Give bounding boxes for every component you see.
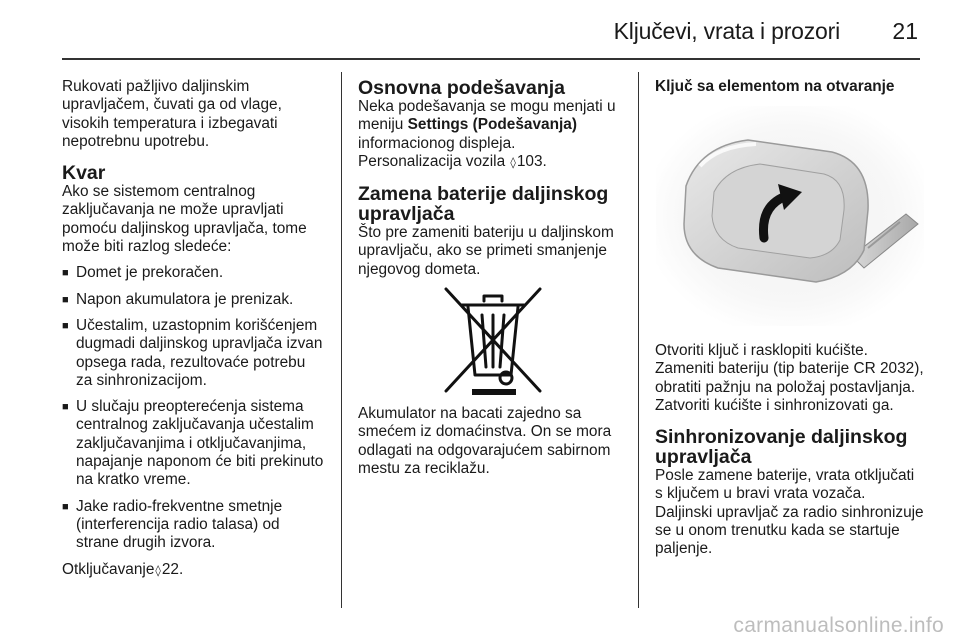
header-rule: [62, 58, 920, 60]
key-figure: [655, 106, 925, 326]
settings-heading: Osnovna podešavanja: [358, 77, 565, 99]
intro-paragraph: Rukovati pažljivo daljinskim upravljačem, čuvati ga od vlage, visokih temperatura i izbegavati nepotrebnu upotrebu.: [62, 78, 282, 150]
key-heading: Ključ sa elementom na otvaranje: [655, 78, 895, 95]
watermark: carmanualsonline.info: [733, 614, 944, 637]
folding-key-illustration: [656, 106, 924, 326]
unlock-ref-page: 22.: [161, 560, 184, 578]
personalization-reference[interactable]: [358, 153, 628, 172]
battery-paragraph: Što pre zameniti bateriju u daljinskom upravljaču, ako se primeti smanjenje njegovog dometa.: [358, 224, 614, 278]
recycle-paragraph: Akumulator na bacati zajedno sa smećem iz domaćinstva. On se mora odlagati na odgovarajućem sabirnom mestu za reciklažu.: [358, 405, 612, 477]
unlock-ref-text: Otključavanje: [62, 560, 155, 578]
column-3: [655, 78, 925, 559]
list-item: ■ Jake radio-frekventne smetnje (interferencija radio talasa) od strane drugih izvora.: [62, 498, 324, 553]
crossed-bin-icon: [418, 285, 568, 397]
fault-list: [62, 264, 324, 552]
list-item: ■ U slučaju preopterećenja sistema centralnog zaključavanja učestalim zaključavanjima i otključavanjima, napajanje naponom će biti prekinuto na kratko vreme.: [62, 398, 324, 489]
page-header: [62, 14, 920, 60]
column-1: [62, 78, 324, 580]
list-item: ■ Domet je prekoračen.: [62, 264, 324, 282]
key-paragraph: Otvoriti ključ i rasklopiti kućište. Zameniti bateriju (tip baterije CR 2032), obratiti pažnju na položaj postavljanja. Zatvoriti kućište i sinhronizovati ga.: [655, 342, 924, 414]
fault-heading: Kvar: [62, 162, 106, 185]
page-number: 21: [892, 18, 918, 44]
sync-heading: Sinhronizovanje daljinskog upravljača: [655, 426, 908, 469]
personalization-ref-page: 103.: [516, 152, 547, 170]
settings-text-end: informacionog displeja.: [358, 134, 516, 152]
unlock-reference[interactable]: [62, 561, 324, 580]
recycling-figure: [358, 285, 628, 397]
column-divider-1: [341, 72, 342, 608]
personalization-ref-text: Personalizacija vozila: [358, 152, 506, 170]
settings-text: Neka podešavanja se mogu menjati u meniju: [358, 98, 616, 134]
settings-menu-name: Settings (Podešavanja): [407, 116, 577, 134]
list-item: ■ Učestalim, uzastopnim korišćenjem dugmadi daljinskog upravljača izvan opsega rada, rezultovaće potrebu za sinhronizacijom.: [62, 317, 324, 390]
sync-paragraph: Posle zamene baterije, vrata otključati s ključem u bravi vrata vozača. Daljinski upravljač za radio sinhronizuje se u onom trenutku kada se startuje paljenje.: [655, 467, 924, 558]
battery-heading: Zamena baterije daljinskog upravljača: [358, 183, 609, 226]
column-2: [358, 78, 628, 478]
fault-paragraph: Ako se sistemom centralnog zaključavanja ne može upravljati pomoću daljinskog upravljača, tome može biti razlog sledeće:: [62, 183, 307, 256]
reference-arrow-icon: ◊: [510, 155, 516, 169]
page-title: Ključevi, vrata i prozori: [613, 18, 840, 44]
reference-arrow-icon: ◊: [155, 563, 161, 577]
column-divider-2: [638, 72, 639, 608]
settings-paragraph: [358, 98, 628, 153]
list-item: ■ Napon akumulatora je prenizak.: [62, 291, 324, 309]
